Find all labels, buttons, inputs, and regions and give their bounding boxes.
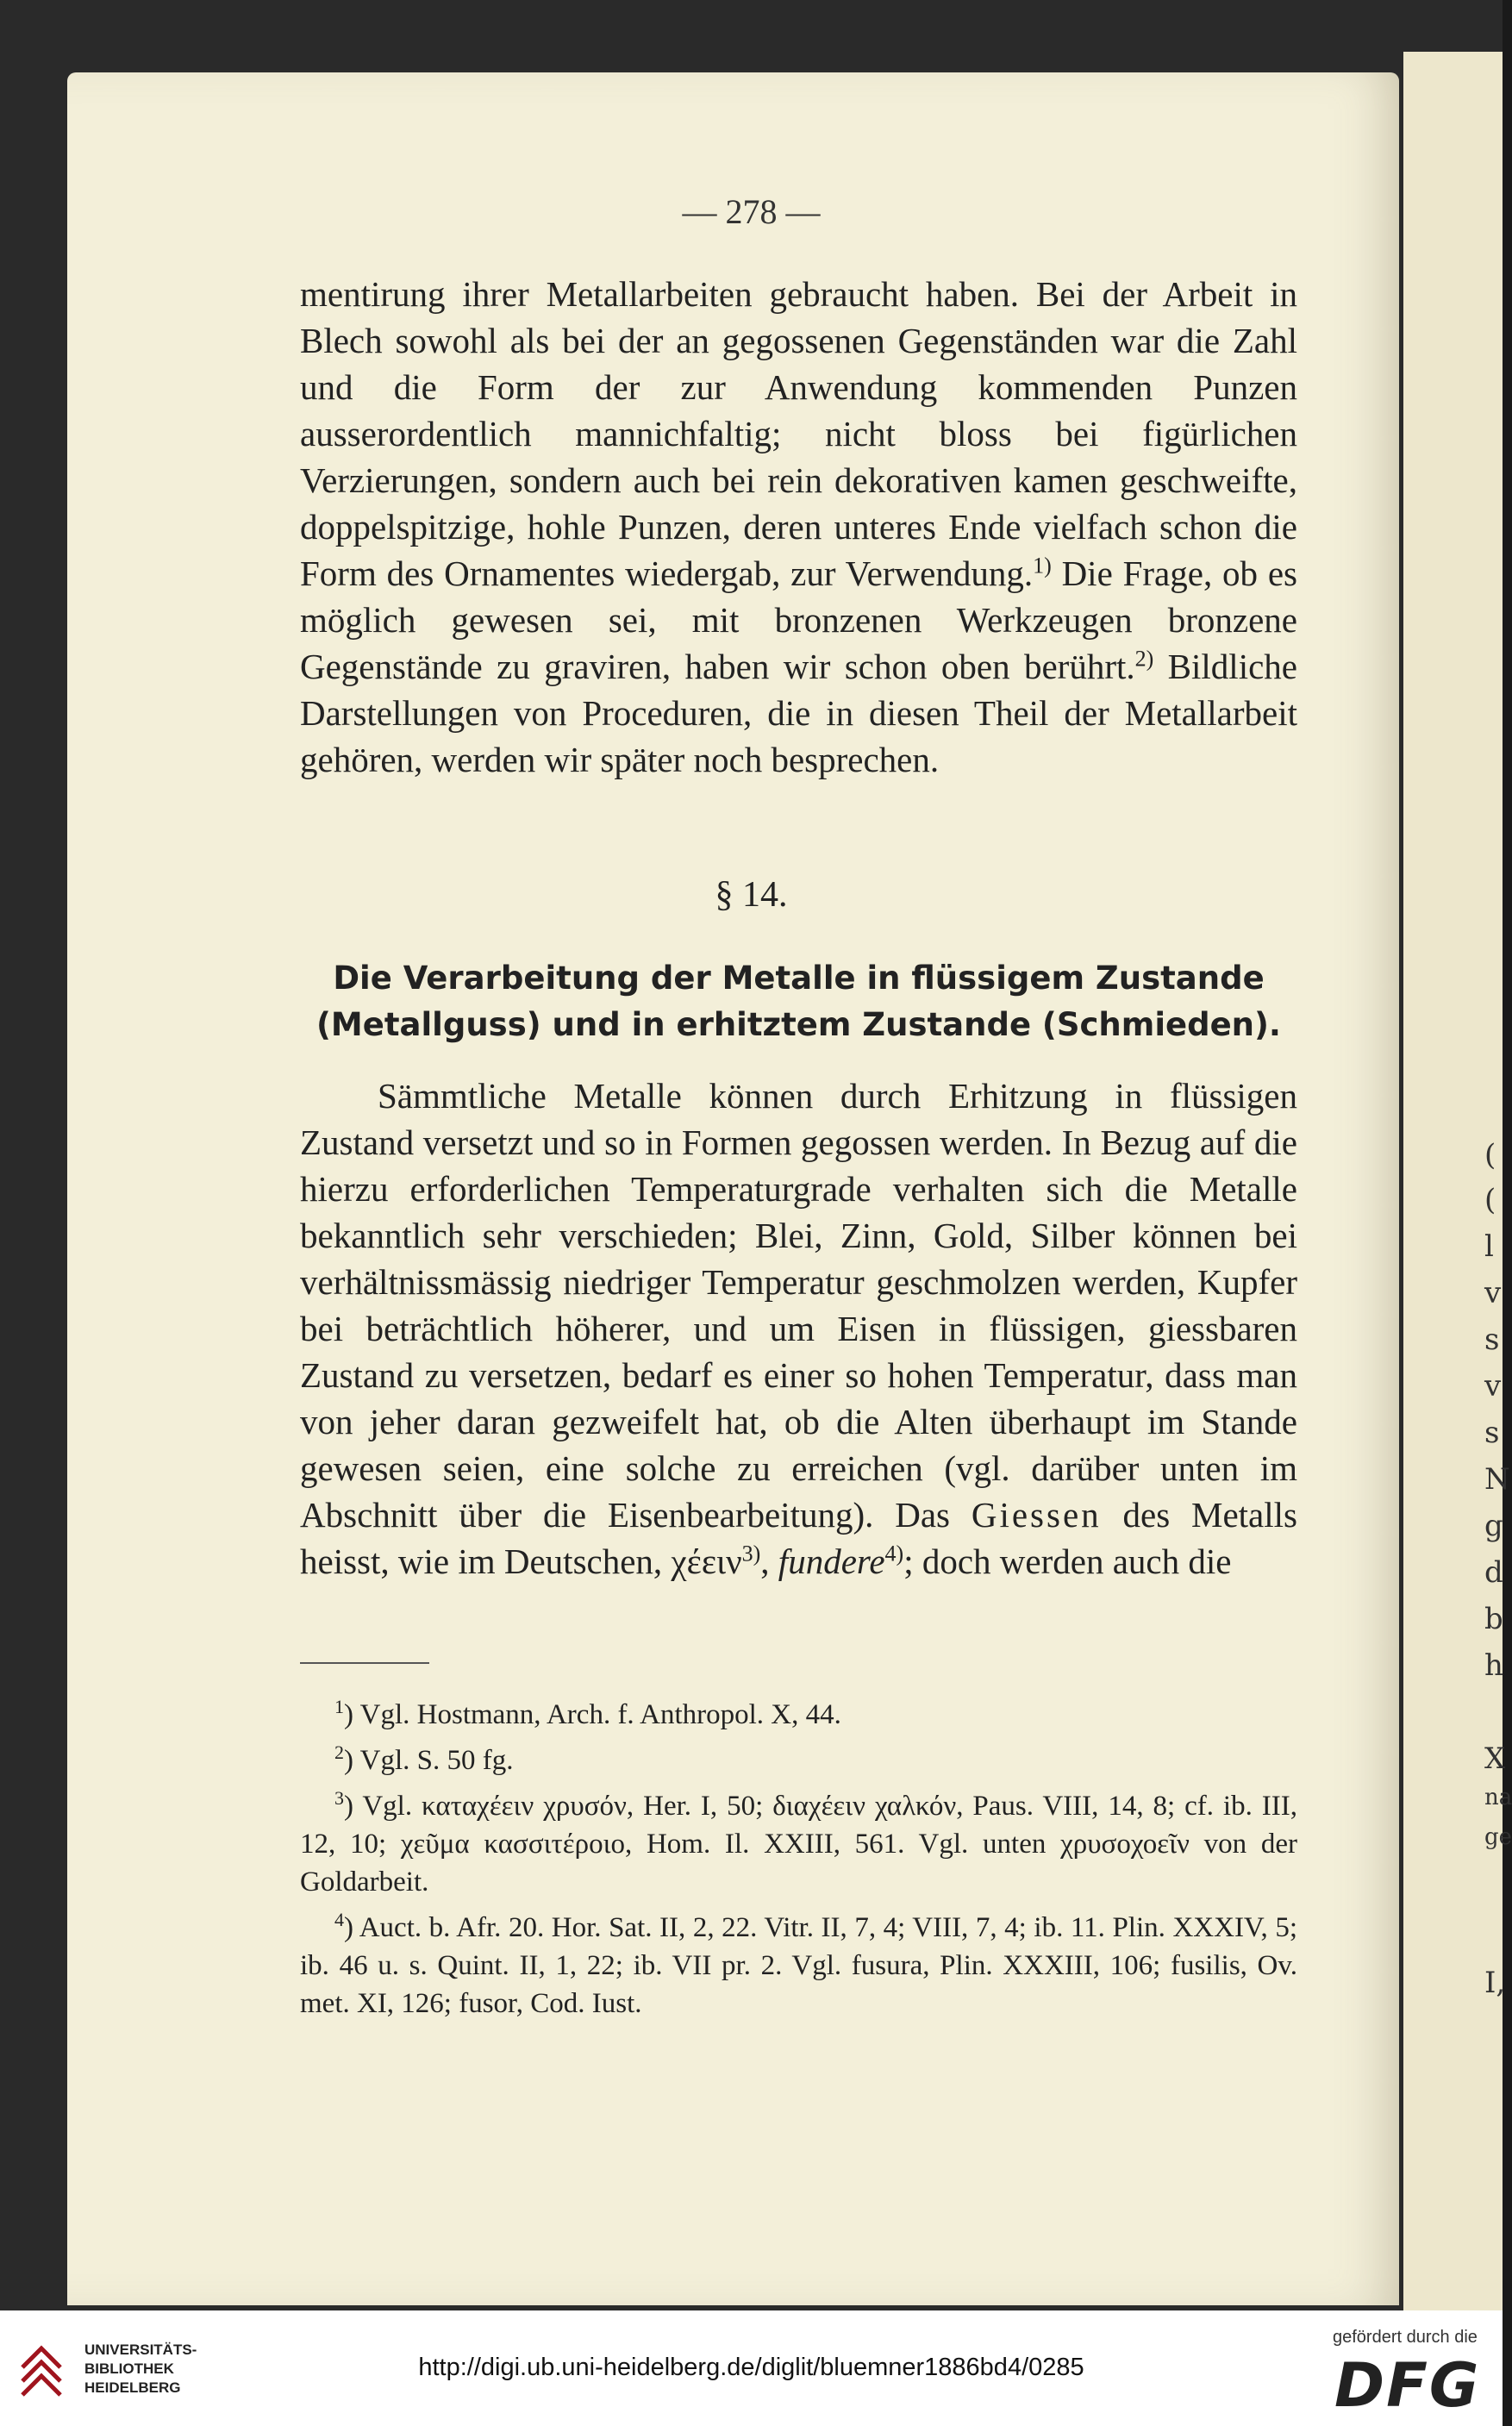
text-run: Sämmtliche Metalle können durch Erhitzung in flüssigen Zustand versetzt und so in Formen gegossen werden. In Bezug auf die hierzu erforderlichen Temperaturgrade verhalten sich die Metalle bekanntlich sehr verschieden; Blei, Zinn, Gold, Silber können bei verhältnissmässig niedriger Temperatur geschmolzen werden, Kupfer bei beträchtlich höherer, und um Eisen in flüssigen, giessbaren Zustand zu versetzen, bedarf es einer so hohen Temperatur, dass man von jeher daran gezweifelt hat, ob die Alten überhaupt im Stande gewesen seien, eine solche zu erreichen (vgl. darüber unten im Abschnitt über die Eisenbearbeitung). Das bbox=[300, 1076, 1297, 1535]
text-run: des Metalls heisst, wie im Deutschen, χέειν bbox=[300, 1495, 1297, 1581]
footnote-ref: 2) bbox=[1134, 646, 1154, 672]
footnote-number: 3 bbox=[334, 1787, 344, 1809]
footnote-number: 2 bbox=[334, 1741, 344, 1763]
margin-char: ge bbox=[1484, 1824, 1512, 1850]
footnote-divider bbox=[300, 1662, 429, 1664]
footnote-number: 4 bbox=[334, 1909, 344, 1930]
footnote bbox=[300, 1688, 1297, 1734]
footnote bbox=[300, 1779, 1297, 1901]
section-number: § 14. bbox=[715, 875, 788, 915]
footnote-text: ) Vgl. S. 50 fg. bbox=[344, 1745, 514, 1776]
footnote-text: ) Vgl. καταχέειν χρυσόν, Her. I, 50; διαχέειν χαλκόν, Paus. VIII, 14, 8; cf. ib. III, 12, 10; χεῦμα κασσιτέροιο, Hom. Il. XXIII, 561. Vgl. unten χρυσοχοεῖν von der Goldarbeit. bbox=[300, 1791, 1297, 1898]
footnote-number: 1 bbox=[334, 1696, 344, 1717]
text-run: Bildliche Darstellungen von Proceduren, die in diesen Theil der Metallarbeit gehören, werden wir später noch besprechen. bbox=[300, 647, 1297, 779]
footnote-text: ) Auct. b. Afr. 20. Hor. Sat. II, 2, 22. Vitr. II, 7, 4; VIII, 7, 4; ib. 11. Plin. XXXIV, 5; ib. 46 u. s. Quint. II, 1, 22; ib. VII pr. 2. Vgl. fusura, Plin. XXXIII, 106; fusilis, Ov. met. XI, 126; fusor, Cod. Iust. bbox=[300, 1912, 1297, 2019]
margin-char: d bbox=[1484, 1555, 1503, 1590]
body-text-section bbox=[300, 1072, 1297, 1585]
margin-char: l bbox=[1484, 1229, 1494, 1264]
footnote-text: ) Vgl. Hostmann, Arch. f. Anthropol. X, 44. bbox=[344, 1699, 841, 1730]
footnote-ref: 4) bbox=[884, 1541, 904, 1566]
text-run: , bbox=[760, 1541, 778, 1581]
margin-char: v bbox=[1484, 1369, 1502, 1404]
emphasis-italic: fundere bbox=[778, 1541, 885, 1581]
paragraph bbox=[300, 271, 1297, 783]
footnote bbox=[300, 1901, 1297, 2023]
text-run: Die Frage, ob es möglich gewesen sei, mit bronzenen Werkzeugen bronzene Gegenstände zu graviren, haben wir schon oben berührt. bbox=[300, 553, 1298, 686]
section-heading: Die Verarbeitung der Metalle in flüssigem Zustande (Metallguss) und in erhitztem Zustande (Schmieden). bbox=[316, 960, 1281, 1043]
margin-char: na bbox=[1484, 1785, 1512, 1810]
margin-char: s bbox=[1484, 1416, 1500, 1450]
page-number: — 278 — bbox=[682, 192, 821, 231]
margin-char: v bbox=[1484, 1276, 1502, 1310]
margin-char: ( bbox=[1484, 1138, 1496, 1172]
margin-char: N bbox=[1484, 1462, 1510, 1497]
emphasis-spaced: Giessen bbox=[971, 1495, 1102, 1535]
dfg-logo[interactable]: DFG bbox=[1334, 2350, 1481, 2421]
logo-line: HEIDELBERG bbox=[84, 2379, 181, 2396]
margin-char: X bbox=[1484, 1741, 1506, 1776]
funded-by-label: gefördert durch die bbox=[1333, 2328, 1478, 2347]
body-text-top bbox=[300, 271, 1297, 783]
footnote bbox=[300, 1734, 1297, 1779]
text-run: ; doch werden auch die bbox=[903, 1541, 1232, 1581]
permalink-url[interactable]: http://digi.ub.uni-heidelberg.de/diglit/bluemner1886bd4/0285 bbox=[418, 2354, 1084, 2381]
footnotes bbox=[300, 1688, 1297, 2023]
margin-char: s bbox=[1484, 1322, 1500, 1357]
paragraph bbox=[300, 1072, 1297, 1585]
margin-char: g bbox=[1484, 1509, 1503, 1543]
logo-line: BIBLIOTHEK bbox=[84, 2360, 174, 2377]
margin-char: b bbox=[1484, 1602, 1503, 1636]
footnote-ref: 3) bbox=[741, 1541, 761, 1566]
margin-char: I, bbox=[1484, 1966, 1506, 2000]
margin-char: h bbox=[1484, 1648, 1503, 1683]
logo-line: UNIVERSITÄTS- bbox=[84, 2342, 197, 2358]
margin-char: ( bbox=[1484, 1183, 1496, 1217]
footnote-ref: 1) bbox=[1033, 553, 1052, 578]
text-run: mentirung ihrer Metallarbeiten gebraucht haben. Bei der Arbeit in Blech sowohl als bei der an gegossenen Gegenständen war die Zahl und die Form der zur Anwendung kommenden Punzen ausserordentlich mannichfaltig; nicht bloss bei figürlichen Verzierungen, sondern auch bei rein dekorativen kamen geschweifte, doppelspitzige, hohle Punzen, deren unteres Ende vielfach schon die Form des Ornamentes wiedergab, zur Verwendung. bbox=[300, 274, 1297, 593]
